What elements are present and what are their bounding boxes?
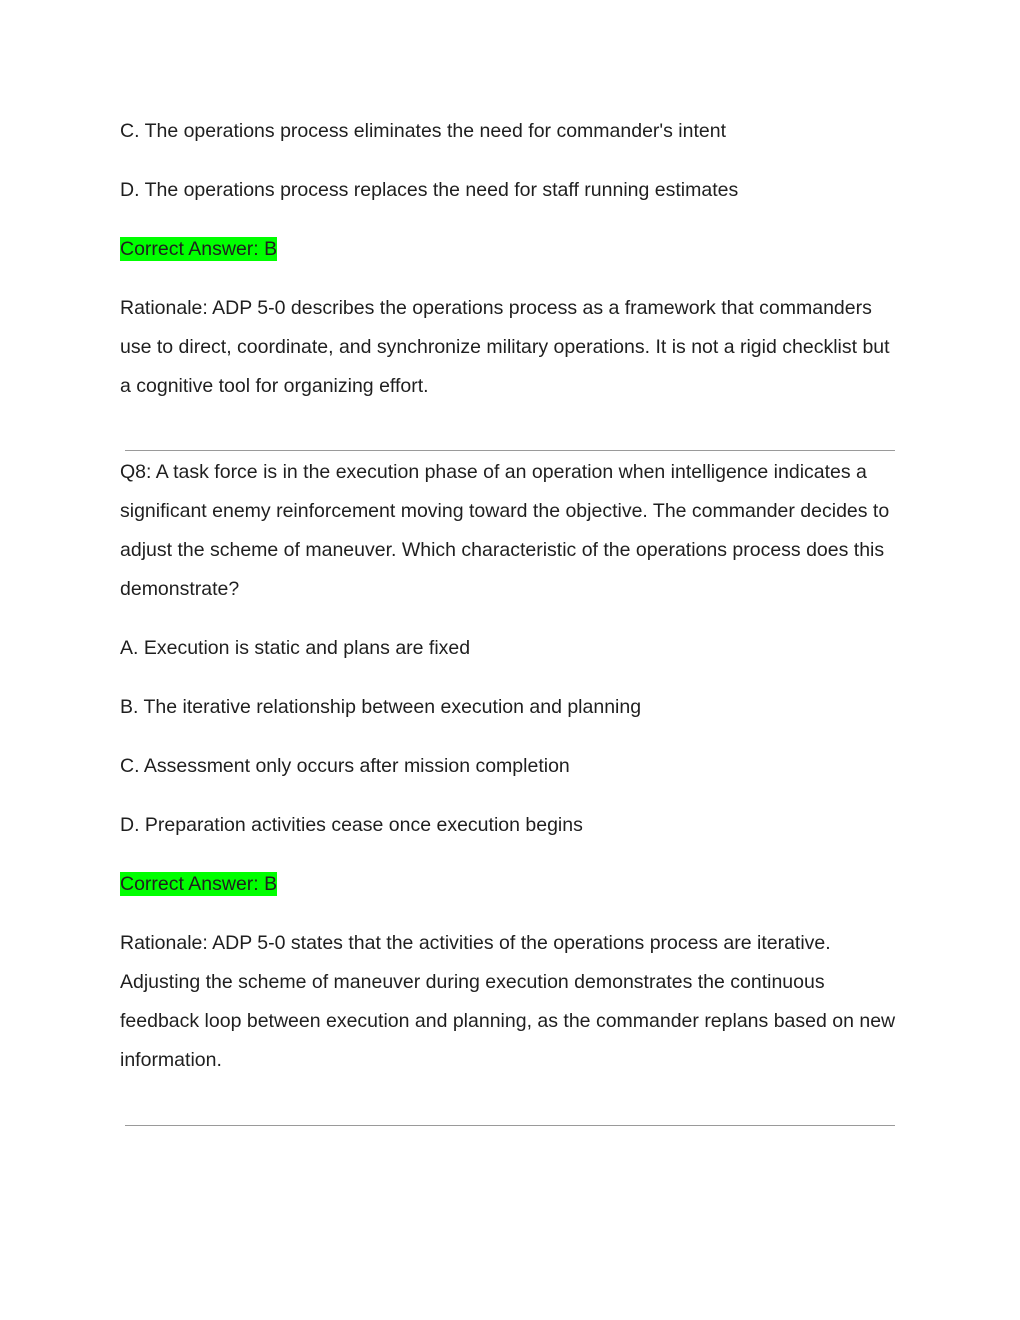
correct-answer-highlight: Correct Answer: B bbox=[120, 873, 278, 895]
option-b-text: B. The iterative relationship between execution and planning bbox=[120, 696, 642, 718]
rationale-text: Rationale: ADP 5-0 states that the activities of the operations process are iterative. Adjusting the scheme of maneuver during execution demonstrates the continuous feedback loop between execution and planning, as the commander replans based on new information. bbox=[120, 932, 896, 1071]
option-c-text: C. Assessment only occurs after mission completion bbox=[120, 755, 570, 777]
rationale-text: Rationale: ADP 5-0 describes the operations process as a framework that commanders use to direct, coordinate, and synchronize military operations. It is not a rigid checklist but a cognitive tool for organizing effort. bbox=[120, 297, 890, 397]
divider bbox=[125, 1125, 895, 1126]
correct-answer bbox=[120, 865, 900, 904]
correct-answer-highlight: Correct Answer: B bbox=[120, 238, 278, 260]
correct-answer bbox=[120, 230, 900, 269]
option-d-text: D. Preparation activities cease once execution begins bbox=[120, 814, 583, 836]
option-d-text: D. The operations process replaces the need for staff running estimates bbox=[120, 179, 739, 201]
option-a-text: A. Execution is static and plans are fixed bbox=[120, 637, 471, 659]
divider bbox=[125, 450, 895, 451]
question-text: Q8: A task force is in the execution phase of an operation when intelligence indicates a significant enemy reinforcement moving toward the objective. The commander decides to adjust the scheme of maneuver. Which characteristic of the operations process does this demonstrate? bbox=[120, 461, 890, 600]
option-c-text: C. The operations process eliminates the need for commander's intent bbox=[120, 120, 727, 142]
